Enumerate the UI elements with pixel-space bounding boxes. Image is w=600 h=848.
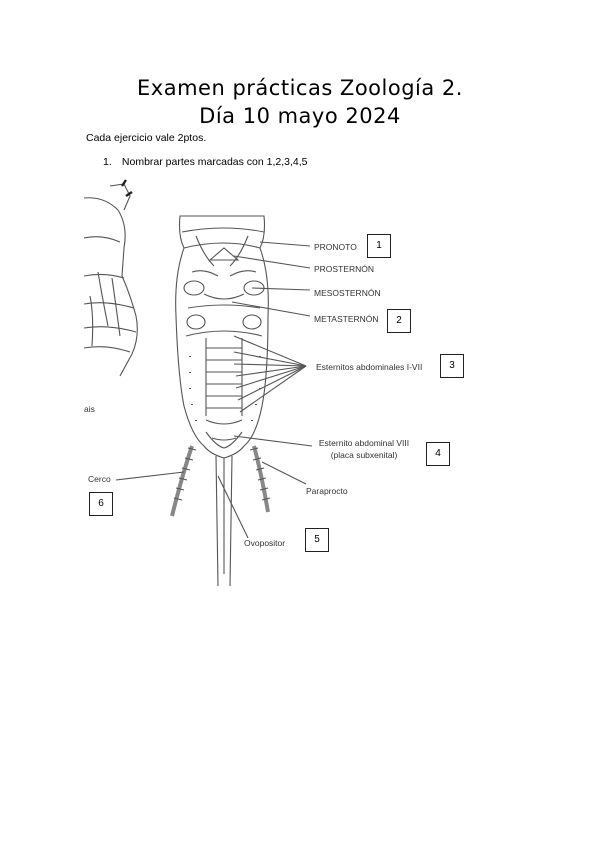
label-cerco: Cerco [88, 474, 111, 484]
answer-box-4: 4 [426, 442, 450, 466]
label-left-fragment: ais [84, 404, 95, 414]
label-pronoto: PRONOTO [314, 242, 357, 252]
label-mesosternon: MESOSTERNÓN [314, 288, 381, 298]
answer-box-6: 6 [89, 492, 113, 516]
label-paraprocto: Paraprocto [306, 486, 348, 496]
label-esternito-viii: Esternito abdominal VIII [318, 438, 410, 448]
question-1 [103, 156, 308, 168]
label-ovopositor: Ovopositor [244, 538, 286, 548]
question-text: Nombrar partes marcadas con 1,2,3,4,5 [121, 156, 308, 168]
label-placa: (placa subxenital) [330, 450, 398, 460]
answer-box-3: 3 [440, 354, 464, 378]
answer-box-5: 5 [305, 528, 329, 552]
answer-box-1: 1 [367, 234, 391, 258]
insect-drawing [84, 176, 504, 596]
label-prosternon: PROSTERNÓN [314, 264, 374, 274]
exam-title-line1: Examen prácticas Zoología 2. [137, 76, 463, 100]
question-number: 1. [103, 156, 112, 168]
intro-text: Cada ejercicio vale 2ptos. [86, 132, 207, 144]
label-esternitos: Esternitos abdominales I-VII [316, 362, 423, 372]
exam-title-line2: Día 10 mayo 2024 [199, 104, 401, 128]
insect-figure [84, 176, 504, 596]
label-metasternon: METASTERNÓN [314, 314, 379, 324]
answer-box-2: 2 [387, 309, 411, 333]
